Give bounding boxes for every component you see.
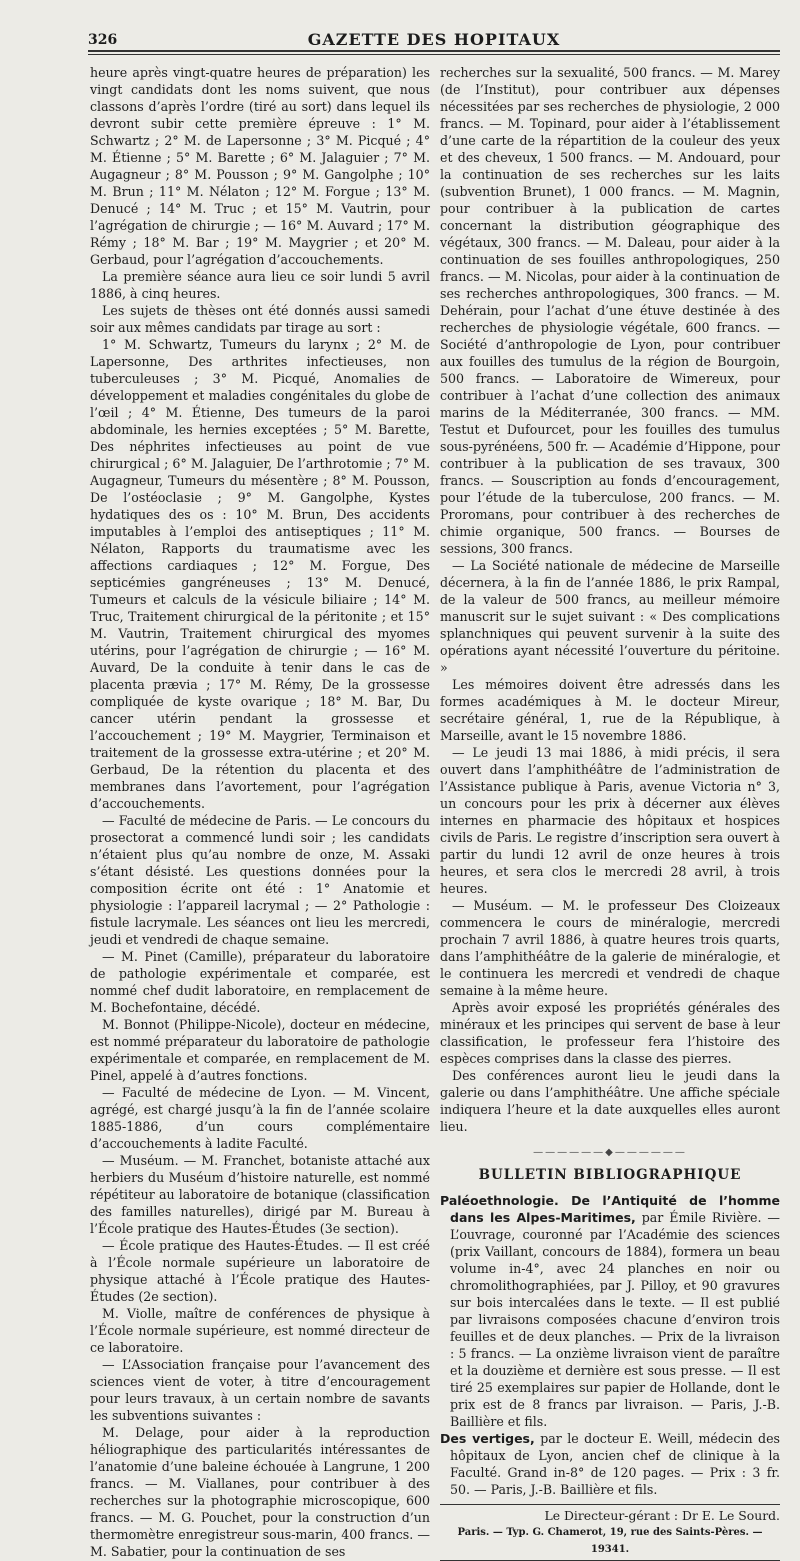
- paragraph: — M. Pinet (Camille), préparateur du laboratoire de pathologie expérimentale et comparée, est nommé chef dudit laboratoire, en remplacement de M. Bochefontaine, décédé.: [90, 949, 430, 1015]
- paragraph: heure après vingt-quatre heures de préparation) les vingt candidats dont les noms suivent, que nous classons d’après l’ordre (tiré au sort) dans lequel ils devront subir cette première épreuve : 1° M. Schwartz ; 2° M. de Lapersonne ; 3° M. Picqué ; 4° M. Étienne ; 5° M. Barette ; 6° M. Jalaguier ; 7° M. Augagneur ; 8° M. Pousson ; 9° M. Gangolphe ; 10° M. Brun ; 11° M. Nélaton ; 12° M. Forgue ; 13° M. Denucé ; 14° M. Truc ; et 15° M. Vautrin, pour l’agrégation de chirurgie ; — 16° M. Auvard ; 17° M. Rémy ; 18° M. Bar ; 19° M. Maygrier ; et 20° M. Gerbaud, pour l’agrégation d’accouchements.: [90, 65, 430, 267]
- bibliography-entry: [440, 1192, 780, 1430]
- paragraph: M. Delage, pour aider à la reproduction héliographique des particularités intéressantes de l’anatomie d’une baleine échouée à Langrune, 1 200 francs. — M. Viallanes, pour contribuer à des recherches sur la photographie microscopique, 600 francs. — M. G. Pouchet, pour la construction d’un thermomètre enregistreur sous-marin, 400 francs. — M. Sabatier, pour la continuation de ses: [90, 1425, 430, 1559]
- left-column: [90, 64, 430, 1559]
- bibliography-entry-body: par le docteur E. Weill, médecin des hôpitaux de Lyon, ancien chef de clinique à la Faculté. Grand in-8° de 120 pages. — Prix : 3 fr. 50. — Paris, J.-B. Baillière et fils.: [450, 1431, 780, 1497]
- section-separator: ——————◆——————: [533, 1147, 687, 1158]
- header-rule-thin: [88, 54, 780, 55]
- paragraph: M. Bonnot (Philippe-Nicole), docteur en médecine, est nommé préparateur du laboratoire de pathologie expérimentale et comparée, en remplacement de M. Pinel, appelé à d’autres fonctions.: [90, 1017, 430, 1083]
- bibliography-entry-body: par Émile Rivière. — L’ouvrage, couronné par l’Académie des sciences (prix Vaillant, concours de 1884), formera un beau volume in-4°, avec 24 planches en noir ou chromolithographiées, par J. Pilloy, et 90 gravures sur bois intercalées dans le texte. — Il est publié par livraisons composées chacune d’environ trois feuilles et de deux planches. — Prix de la livraison : 5 francs. — La onzième livraison vient de paraître et la douzième et dernière est sous presse. — Il est tiré 25 exemplaires sur papier de Hollande, dont le prix est de 8 francs par livraison. — Paris, J.-B. Baillière et fils.: [450, 1210, 780, 1429]
- paragraph: Des conférences auront lieu le jeudi dans la galerie ou dans l’amphithéâtre. Une affiche spéciale indiquera l’heure et la date auxquelles elles auront lieu.: [440, 1068, 780, 1134]
- paragraph: — Muséum. — M. Franchet, botaniste attaché aux herbiers du Muséum d’histoire naturelle, est nommé répétiteur au laboratoire de botanique (classification des familles naturelles), dirigé par M. Bureau à l’École pratique des Hautes-Études (3e section).: [90, 1153, 430, 1236]
- paragraph: — École pratique des Hautes-Études. — Il est créé à l’École normale supérieure un laboratoire de physique attaché à l’École pratique des Hautes-Études (2e section).: [90, 1238, 430, 1304]
- running-title: GAZETTE DES HOPITAUX: [307, 30, 561, 49]
- paragraph: recherches sur la sexualité, 500 francs. — M. Marey (de l’Institut), pour contribuer aux dépenses nécessitées par ses recherches de physiologie, 2 000 francs. — M. Topinard, pour aider à l’établissement d’une carte de la répartition de la couleur des yeux et des cheveux, 1 500 francs. — M. Andouard, pour la continuation de ses recherches sur les laits (subvention Brunet), 1 000 francs. — M. Magnin, pour contribuer à la publication de cartes concernant la distribution géographique des végétaux, 300 francs. — M. Daleau, pour aider à la continuation de ses fouilles anthropologiques, 250 francs. — M. Nicolas, pour aider à la continuation de ses recherches anthropologiques, 300 francs. — M. Dehérain, pour l’achat d’une étuve destinée à des recherches de physiologie végétale, 600 francs. — Société d’anthropologie de Lyon, pour contribuer aux fouilles des tumulus de la région de Bourgoin, 500 francs. — Laboratoire de Wimereux, pour contribuer à l’achat d’une collection des animaux marins de la Méditerranée, 300 francs. — MM. Testut et Dufourcet, pour les fouilles des tumulus sous-pyrénéens, 500 fr. — Académie d’Hippone, pour contribuer à la publication de ses travaux, 300 francs. — Souscription au fonds d’encouragement, pour l’étude de la tuberculose, 200 francs. — M. Proromans, pour contribuer à des recherches de chimie organique, 500 francs. — Bourses de sessions, 300 francs.: [440, 65, 780, 556]
- paragraph: Après avoir exposé les propriétés générales des minéraux et les principes qui servent de base à leur classification, le professeur fera l’histoire des espèces comprises dans la classe des pierres.: [440, 1000, 780, 1066]
- header-rule: [88, 50, 780, 52]
- paragraph: — Faculté de médecine de Paris. — Le concours du prosectorat a commencé lundi soir ; les candidats n’étaient plus qu’au nombre de onze, M. Assaki s’étant désisté. Les questions données pour la composition écrite ont été : 1° Anatomie et physiologie : l’appareil lacrymal ; — 2° Pathologie : fistule lacrymale. Les séances ont lieu les mercredi, jeudi et vendredi de chaque semaine.: [90, 813, 430, 947]
- bibliography-entry-title: Des vertiges,: [440, 1431, 535, 1446]
- paragraph: M. Violle, maître de conférences de physique à l’École normale supérieure, est nommé directeur de ce laboratoire.: [90, 1306, 430, 1355]
- bibliography-entry: [440, 1430, 780, 1498]
- page-number: 326: [88, 32, 118, 48]
- paragraph: — Faculté de médecine de Lyon. — M. Vincent, agrégé, est chargé jusqu’à la fin de l’année scolaire 1885-1886, d’un cours complémentaire d’accouchements à ladite Faculté.: [90, 1085, 430, 1151]
- bibliography-entry-title: Paléoethnologie. De l’Antiquité de l’homme dans les Alpes-Maritimes,: [440, 1193, 780, 1225]
- bibliography-list: [440, 1192, 780, 1498]
- right-column: [440, 64, 780, 1561]
- paragraph: — L’Association française pour l’avancement des sciences vient de voter, à titre d’encouragement pour leurs travaux, à un certain nombre de savants les subventions suivantes :: [90, 1357, 430, 1423]
- paragraph: — La Société nationale de médecine de Marseille décernera, à la fin de l’année 1886, le prix Rampal, de la valeur de 500 francs, au meilleur mémoire manuscrit sur le sujet suivant : « Des complications splanchniques qui peuvent survenir à la suite des opérations ayant nécessité l’ouverture du péritoine. »: [440, 558, 780, 675]
- section-title: BULLETIN BIBLIOGRAPHIQUE: [478, 1167, 742, 1183]
- signature-line: Le Directeur-gérant : Dr E. Le Sourd.: [440, 1504, 780, 1524]
- paragraph: — Le jeudi 13 mai 1886, à midi précis, il sera ouvert dans l’amphithéâtre de l’administration de l’Assistance publique à Paris, avenue Victoria n° 3, un concours pour les prix à décerner aux élèves internes en pharmacie des hôpitaux et hospices civils de Paris. Le registre d’inscription sera ouvert à partir du lundi 12 avril de onze heures à trois heures, et sera clos le mercredi 28 avril, à trois heures.: [440, 745, 780, 896]
- paragraph: Les mémoires doivent être adressés dans les formes académiques à M. le docteur Mireur, secrétaire général, 1, rue de la République, à Marseille, avant le 15 novembre 1886.: [440, 677, 780, 743]
- paragraph: — Muséum. — M. le professeur Des Cloizeaux commencera le cours de minéralogie, mercredi prochain 7 avril 1886, à quatre heures trois quarts, dans l’amphithéâtre de la galerie de minéralogie, et le continuera les mercredi et vendredi de chaque semaine à la même heure.: [440, 898, 780, 998]
- paragraph: La première séance aura lieu ce soir lundi 5 avril 1886, à cinq heures.: [90, 269, 430, 301]
- paragraph: 1° M. Schwartz, Tumeurs du larynx ; 2° M. de Lapersonne, Des arthrites infectieuses, non tuberculeuses ; 3° M. Picqué, Anomalies de développement et maladies congénitales du globe de l’œil ; 4° M. Étienne, Des tumeurs de la paroi abdominale, les hernies exceptées ; 5° M. Barette, Des néphrites infectieuses au point de vue chirurgical ; 6° M. Jalaguier, De l’arthrotomie ; 7° M. Augagneur, Tumeurs du mésentère ; 8° M. Pousson, De l’ostéoclasie ; 9° M. Gangolphe, Kystes hydatiques des os : 10° M. Brun, Des accidents imputables à l’emploi des antiseptiques ; 11° M. Nélaton, Rapports du traumatisme avec les affections cardiaques ; 12° M. Forgue, Des septicémies gangréneuses ; 13° M. Denucé, Tumeurs et calculs de la vésicule biliaire ; 14° M. Truc, Traitement chirurgical de la péritonite ; et 15° M. Vautrin, Traitement chirurgical des myomes utérins, pour l’agrégation de chirurgie ; — 16° M. Auvard, De la conduite à tenir dans le cas de placenta prævia ; 17° M. Rémy, De la grossesse compliquée de kyste ovarique ; 18° M. Bar, Du cancer utérin pendant la grossesse et l’accouchement ; 19° M. Maygrier, Terminaison et traitement de la grossesse extra-utérine ; et 20° M. Gerbaud, De la rétention du placenta et des membranes dans l’avortement, pour l’agrégation d’accouchements.: [90, 337, 430, 811]
- imprint-line: Paris. — Typ. G. Chamerot, 19, rue des Saints-Pères. — 19341.: [440, 1524, 780, 1561]
- paragraph: Les sujets de thèses ont été donnés aussi samedi soir aux mêmes candidats par tirage au sort :: [90, 303, 430, 335]
